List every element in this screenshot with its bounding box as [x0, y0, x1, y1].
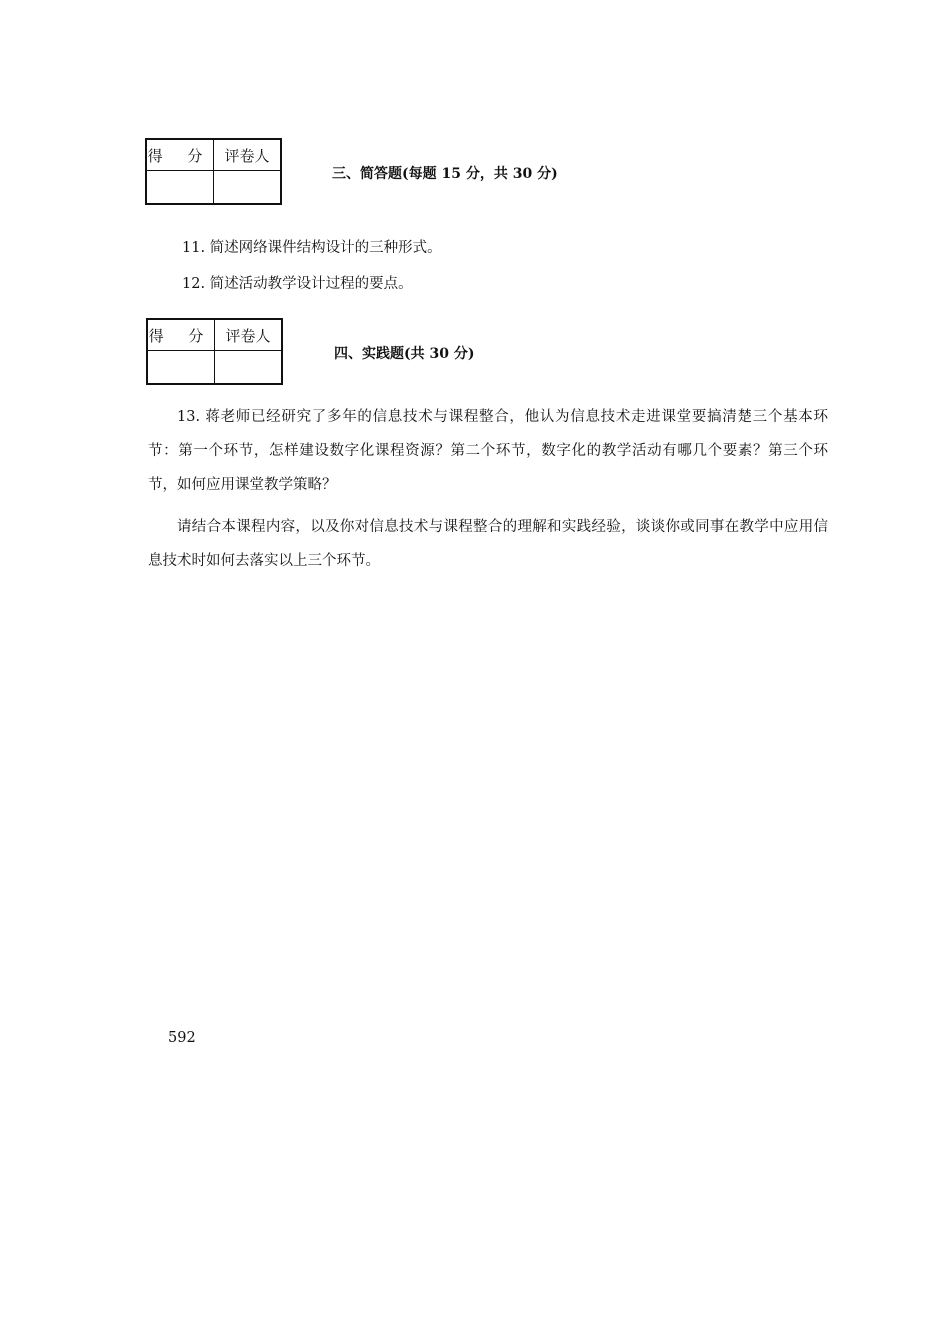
section-3-title: 三、简答题(每题 15 分，共 30 分) — [332, 166, 558, 182]
question-11: 11. 简述网络课件结构设计的三种形式。 — [182, 240, 442, 256]
grader-cell — [215, 351, 283, 385]
score-box-section-3 — [145, 138, 282, 205]
question-13: 13. 蒋老师已经研究了多年的信息技术与课程整合，他认为信息技术走进课堂要搞清楚三个基本环节：第一个环节，怎样建设数字化课程资源？第二个环节，数字化的教学活动有哪几个要素？第三个环节，如何应用课堂教学策略？ — [148, 409, 828, 493]
grader-label: 评卷人 — [215, 319, 283, 351]
score-label: 得 分 — [146, 139, 214, 171]
question-13-instruction: 请结合本课程内容，以及你对信息技术与课程整合的理解和实践经验，谈谈你或同事在教学中应用信息技术时如何去落实以上三个环节。 — [148, 519, 828, 569]
grader-label: 评卷人 — [214, 139, 282, 171]
score-label: 得 分 — [147, 319, 215, 351]
question-12: 12. 简述活动教学设计过程的要点。 — [182, 276, 413, 292]
page-number: 592 — [168, 1030, 196, 1046]
grader-cell — [214, 171, 282, 205]
score-box-section-4 — [146, 318, 283, 385]
score-cell — [147, 351, 215, 385]
score-cell — [146, 171, 214, 205]
section-4-title: 四、实践题(共 30 分) — [334, 346, 475, 362]
